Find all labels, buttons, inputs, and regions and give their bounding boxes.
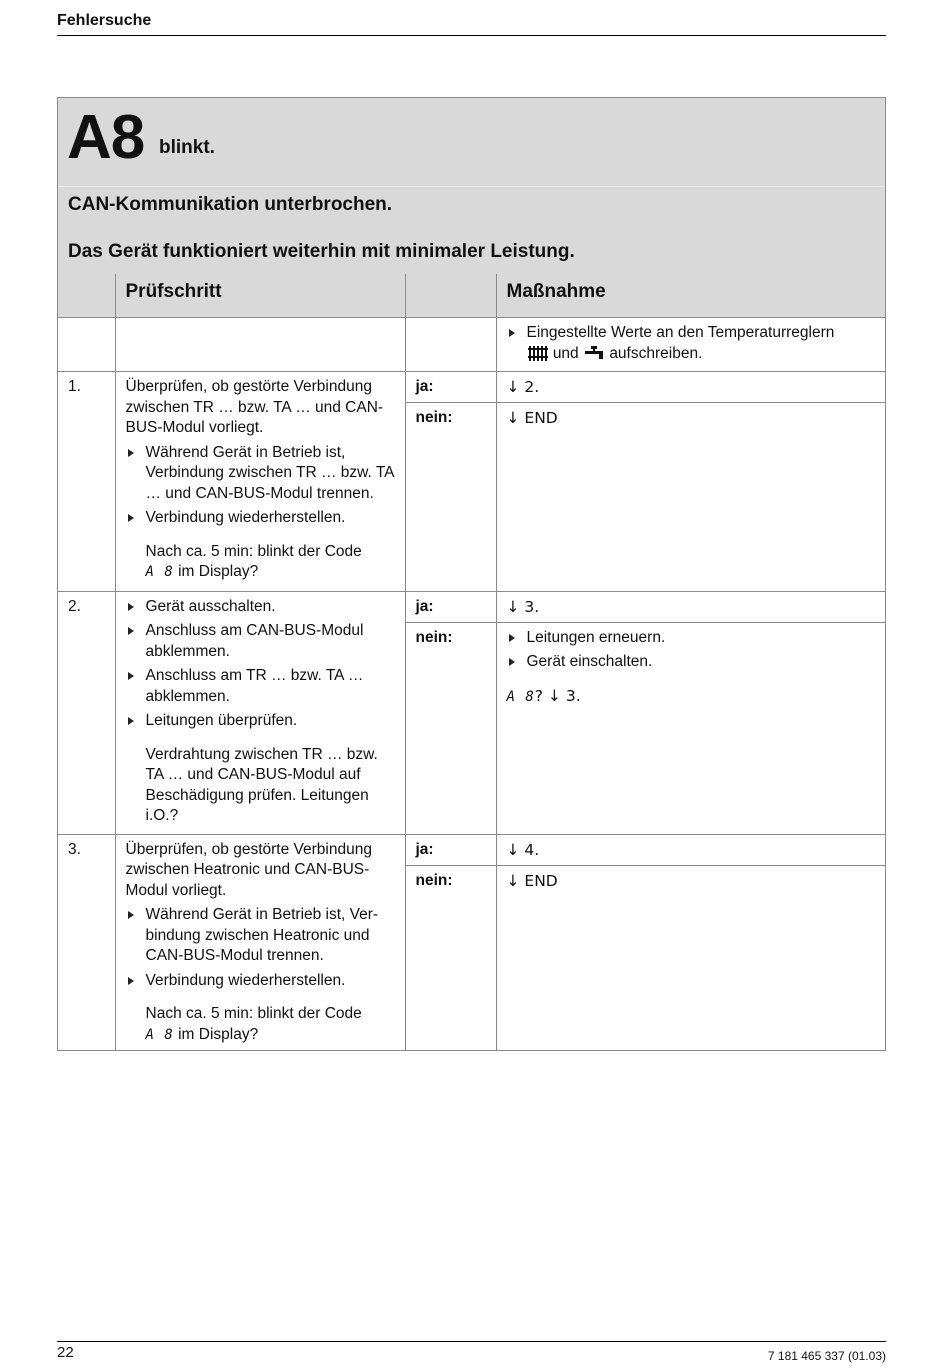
action-yes: ↓ 3. <box>497 592 886 623</box>
footer-rule <box>57 1341 886 1342</box>
answer-actions <box>496 834 885 1050</box>
tap-icon <box>583 345 605 361</box>
table-row <box>58 591 885 834</box>
step-bullet: Verbindung wiederherstellen. <box>126 508 395 529</box>
table-row-pre <box>58 318 885 372</box>
step-bullet: Während Gerät in Betrieb ist, Verbindung zwischen TR … bzw. TA … und CAN-BUS-Modul trennen. <box>126 443 395 505</box>
label-no: nein: <box>415 409 453 426</box>
header-rule <box>57 35 886 36</box>
step-bullet: Anschluss am CAN-BUS-Modul abklemmen. <box>126 621 395 662</box>
pre-action-bullet: Eingestellte Werte an den Temperaturreglern und aufschreiben. <box>507 323 876 364</box>
step-description <box>115 834 405 1050</box>
header-cell-num <box>58 274 115 318</box>
fault-description <box>58 187 885 274</box>
step-bullet: Während Gerät in Betrieb ist, Ver-bindung zwischen Heatronic und CAN-BUS-Modul trennen. <box>126 905 395 967</box>
label-yes: ja: <box>406 592 496 623</box>
step-bullet: Anschluss am TR … bzw. TA … abklemmen. <box>126 666 395 707</box>
radiator-icon <box>527 345 549 361</box>
fault-line-1: CAN-Kommunikation unterbrochen. <box>68 194 393 215</box>
answer-labels <box>405 372 496 592</box>
action-no: ↓ END <box>506 871 558 890</box>
action-no: ↓ END <box>506 409 558 427</box>
document-number: 7 181 465 337 (01.03) <box>767 1349 886 1363</box>
fault-status: blinkt. <box>159 137 215 158</box>
label-no: nein: <box>415 628 453 646</box>
step-description <box>115 372 405 592</box>
label-yes: ja: <box>406 372 496 403</box>
fault-line-2: Das Gerät funktioniert weiterhin mit minimaler Leistung. <box>68 241 575 262</box>
step-bullet: Gerät ausschalten. <box>126 597 395 618</box>
answer-actions <box>496 591 885 834</box>
answer-labels <box>405 591 496 834</box>
action-bullet: Leitungen erneuern. <box>507 628 876 649</box>
header-step: Prüfschritt <box>115 274 405 318</box>
step-intro: Überprüfen, ob gestörte Verbindung zwischen TR … bzw. TA … und CAN-BUS-Modul vorliegt. <box>125 378 384 436</box>
step-question: Nach ca. 5 min: blinkt der Code A 8 im Display? <box>145 542 362 580</box>
step-description <box>115 591 405 834</box>
step-number: 1. <box>58 372 115 592</box>
section-title: Fehlersuche <box>57 12 152 29</box>
step-question: Verdrahtung zwischen TR … bzw. TA … und CAN-BUS-Modul auf Beschädigung prüfen. Leitungen i.O.? <box>145 745 378 824</box>
table-row <box>58 372 885 592</box>
step-question: Nach ca. 5 min: blinkt der Code A 8 im Display? <box>145 1005 362 1043</box>
step-bullet: Verbindung wiederherstellen. <box>126 971 395 992</box>
fault-code: A8 <box>67 103 145 172</box>
action-yes: ↓ 4. <box>497 835 886 866</box>
fault-code-row <box>58 98 885 187</box>
label-no: nein: <box>415 871 453 889</box>
fault-box <box>57 97 886 1051</box>
action-no <box>497 623 886 714</box>
fault-header <box>58 98 885 274</box>
label-yes: ja: <box>406 835 496 866</box>
header-cell-label <box>405 274 496 318</box>
display-code: A 8 <box>145 564 174 580</box>
troubleshooting-table <box>58 274 885 1050</box>
page-number: 22 <box>57 1344 74 1361</box>
step-number: 2. <box>58 591 115 834</box>
display-code: A 8 <box>506 688 535 705</box>
action-yes: ↓ 2. <box>497 372 886 403</box>
table-header-row <box>58 274 885 318</box>
step-intro: Überprüfen, ob gestörte Verbindung zwischen Heatronic und CAN-BUS-Modul vorliegt. <box>125 840 372 899</box>
header-action: Maßnahme <box>496 274 885 318</box>
answer-actions <box>496 372 885 592</box>
action-bullet: Gerät einschalten. <box>507 652 876 673</box>
display-code: A 8 <box>145 1026 174 1043</box>
step-bullet: Leitungen überprüfen. <box>126 711 395 732</box>
table-row <box>58 834 885 1050</box>
answer-labels <box>405 834 496 1050</box>
step-number: 3. <box>58 834 115 1050</box>
pre-action <box>496 318 885 372</box>
action-question: A 8? ↓ 3. <box>506 686 581 705</box>
